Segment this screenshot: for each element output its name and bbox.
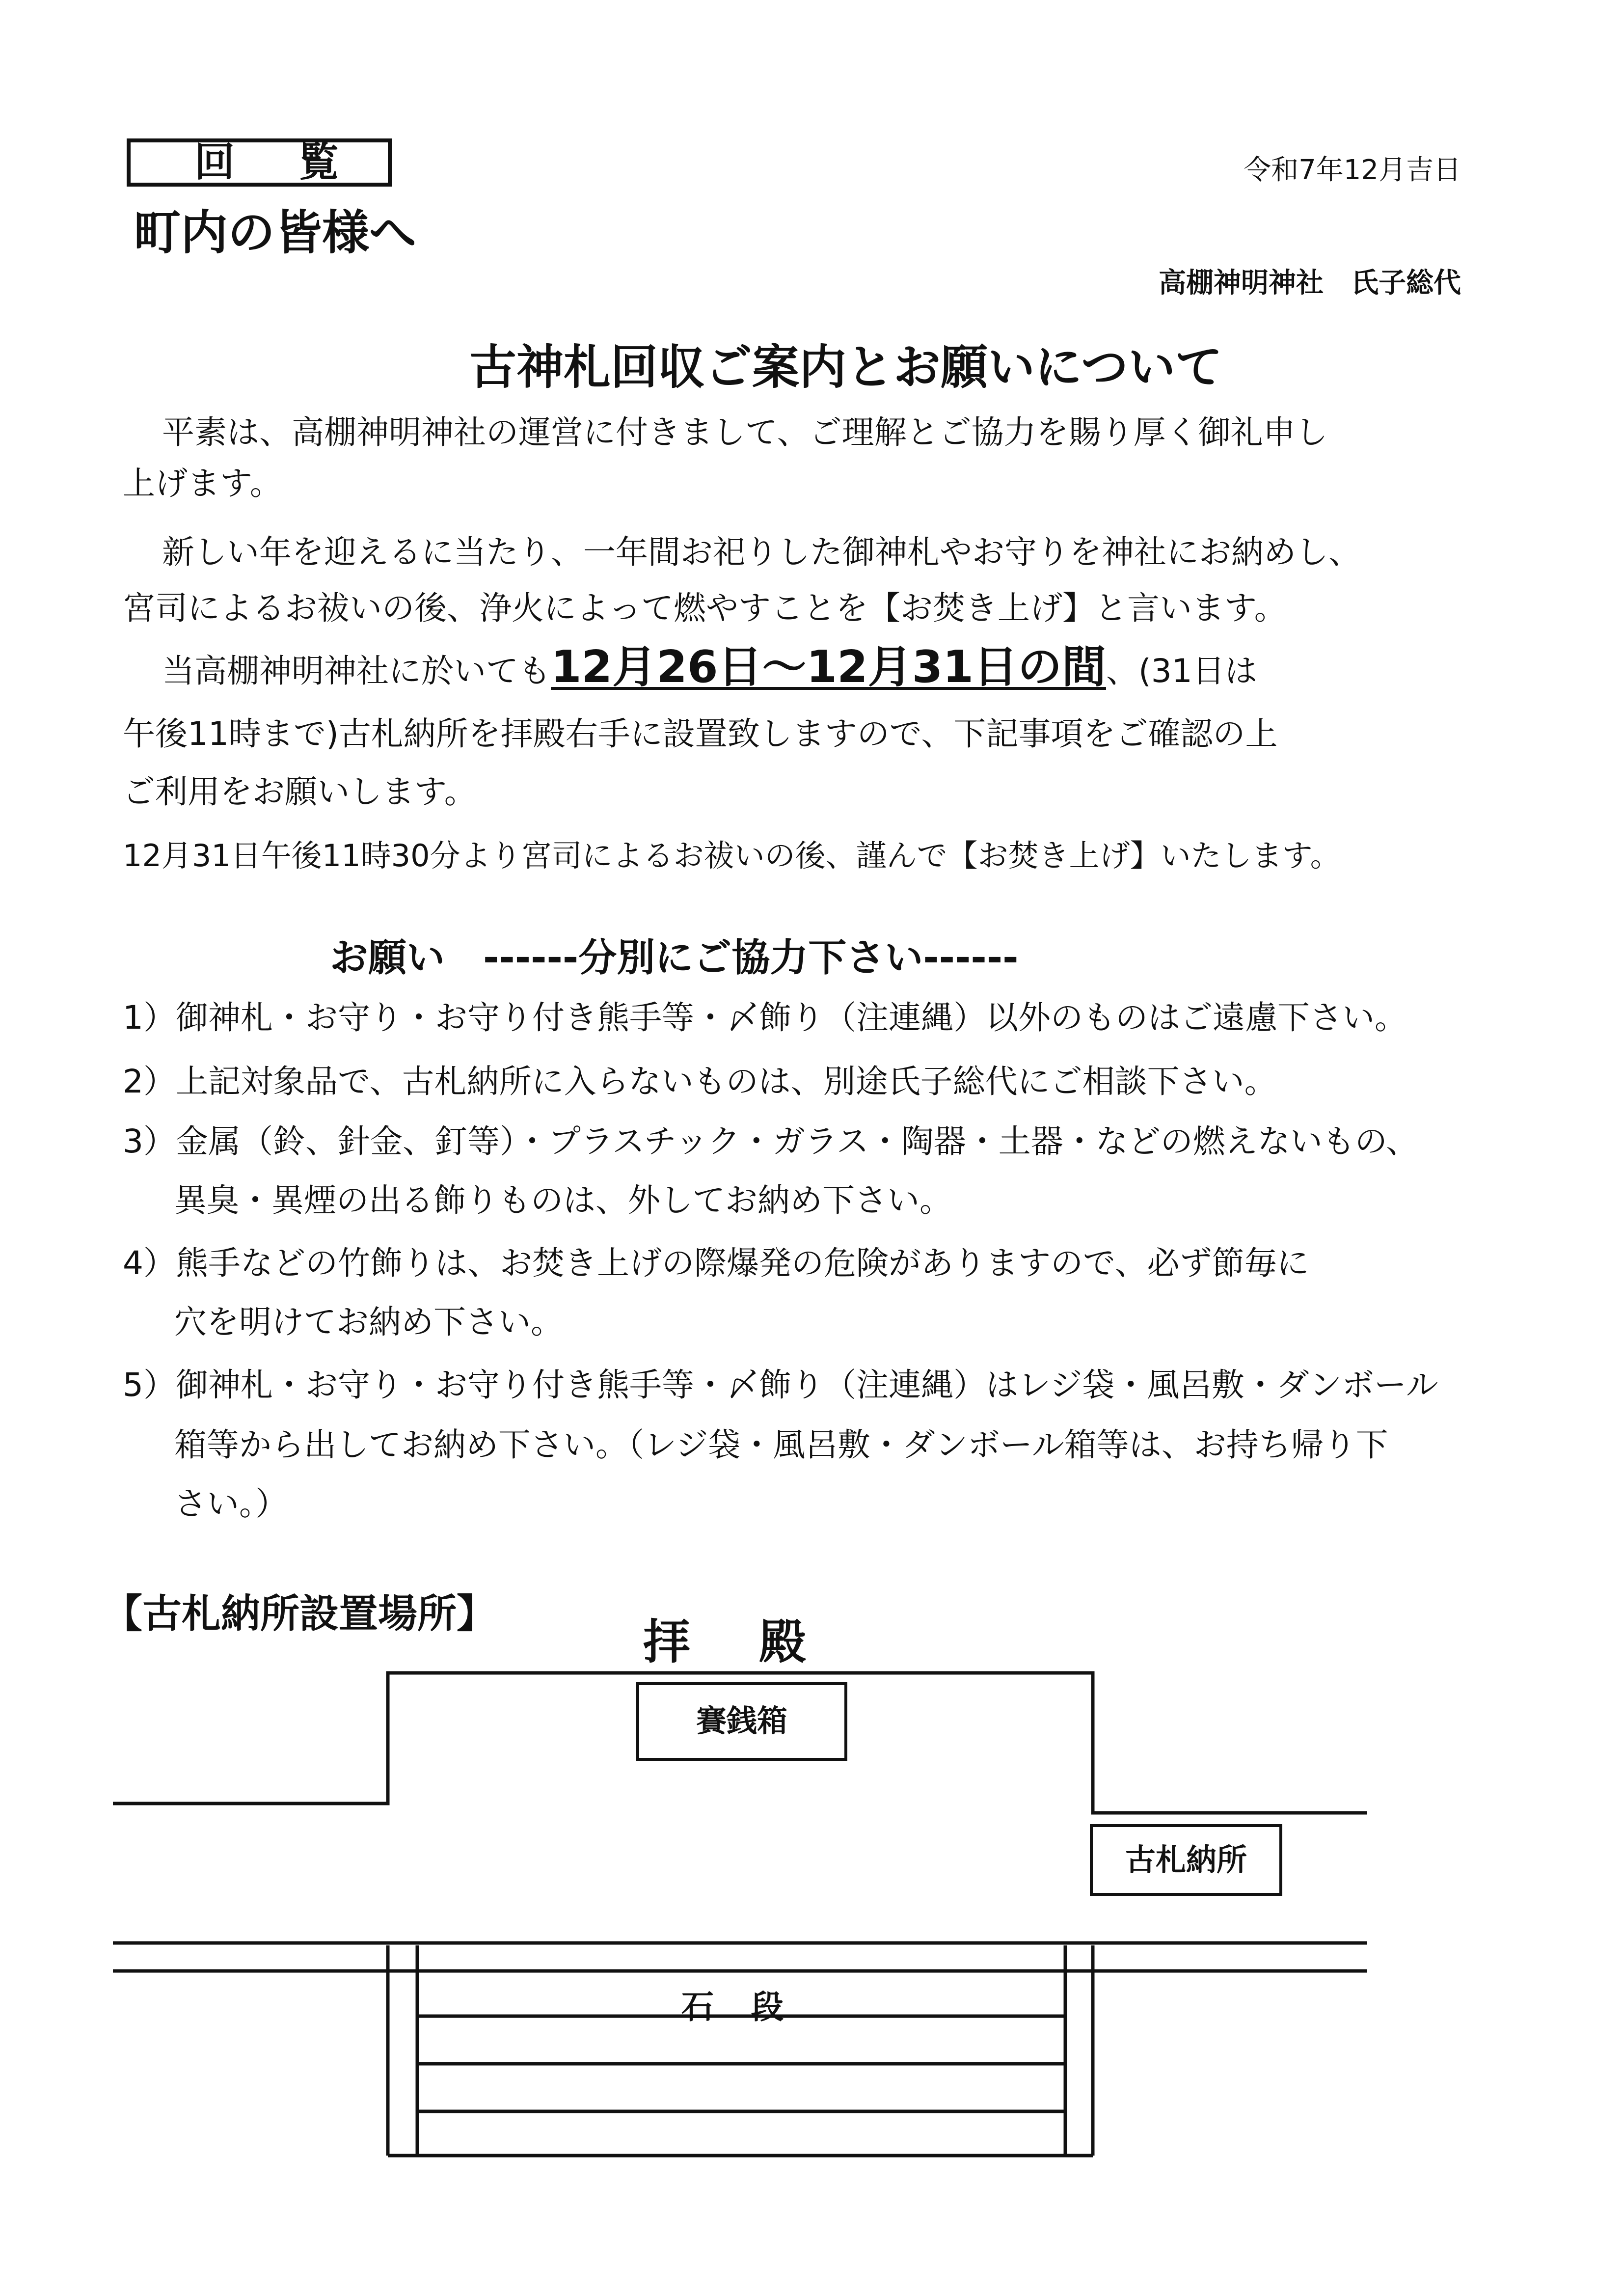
issue-date: 令和7年12月吉日 — [1244, 154, 1461, 186]
collection-period: 12月26日～12月31日の間 — [551, 641, 1106, 693]
haiden-label: 拝殿 — [643, 1614, 875, 1669]
location-heading: 【古札納所設置場所】 — [103, 1591, 496, 1637]
paragraph-3-intro: 当高棚神明神社に於いても — [162, 652, 551, 690]
document-title: 古神札回収ご案内とお願いについて — [469, 340, 1223, 395]
saisenbako-box: 賽銭箱 — [636, 1682, 847, 1761]
ishidan-label: 石段 — [681, 1988, 821, 2026]
sender: 高棚神明神社 氏子総代 — [1159, 267, 1461, 299]
kairan-label: 回覧 — [127, 138, 392, 187]
furuhuda-nousho-box: 古札納所 — [1090, 1824, 1282, 1896]
paragraph-4: 12月31日午後11時30分より宮司によるお祓いの後、謹んで【お焚き上げ】いたします。 — [123, 838, 1341, 874]
paragraph-2-line-1: 新しい年を迎えるに当たり、一年間お祀りした御神札やお守りを神社にお納めし、 — [162, 533, 1361, 571]
requests-heading: お願い ------分別にご協力下さい------ — [330, 936, 1019, 980]
request-item-4-line-1: 4）熊手などの竹飾りは、お焚き上げの際爆発の危険がありますので、必ず節毎に — [123, 1244, 1309, 1282]
request-item-5-line-3: さい。） — [174, 1485, 288, 1523]
paragraph-3-line-2: 午後11時まで)古札納所を拝殿右手に設置致しますので、下記事項をご確認の上 — [123, 715, 1278, 753]
request-item-2: 2）上記対象品で、古札納所に入らないものは、別途氏子総代にご相談下さい。 — [123, 1063, 1277, 1100]
paragraph-3-note: 、(31日は — [1106, 652, 1257, 690]
request-item-4-line-2: 穴を明けてお納め下さい。 — [174, 1303, 563, 1341]
request-item-1: 1）御神札・お守り・お守り付き熊手等・〆飾り（注連縄）以外のものはご遠慮下さい。 — [123, 999, 1407, 1037]
paragraph-2-line-2: 宮司によるお祓いの後、浄火によって燃やすことを【お焚き上げ】と言います。 — [123, 589, 1287, 627]
paragraph-3-line-3: ご利用をお願いします。 — [123, 773, 477, 811]
request-item-5-line-2: 箱等から出してお納め下さい。（レジ袋・風呂敷・ダンボール箱等は、お持ち帰り下 — [174, 1426, 1388, 1464]
request-item-3-line-1: 3）金属（鈴、針金、釘等）・プラスチック・ガラス・陶器・土器・などの燃えないもの、 — [123, 1122, 1419, 1160]
paragraph-1-line-1: 平素は、高棚神明神社の運営に付きまして、ご理解とご協力を賜り厚く御礼申し — [162, 413, 1328, 451]
paragraph-1-line-2: 上げます。 — [123, 465, 282, 502]
request-item-5-line-1: 5）御神札・お守り・お守り付き熊手等・〆飾り（注連縄）はレジ袋・風呂敷・ダンボール — [123, 1366, 1438, 1404]
request-item-3-line-2: 異臭・異煙の出る飾りものは、外してお納め下さい。 — [174, 1181, 952, 1219]
addressee: 町内の皆様へ — [134, 205, 416, 260]
